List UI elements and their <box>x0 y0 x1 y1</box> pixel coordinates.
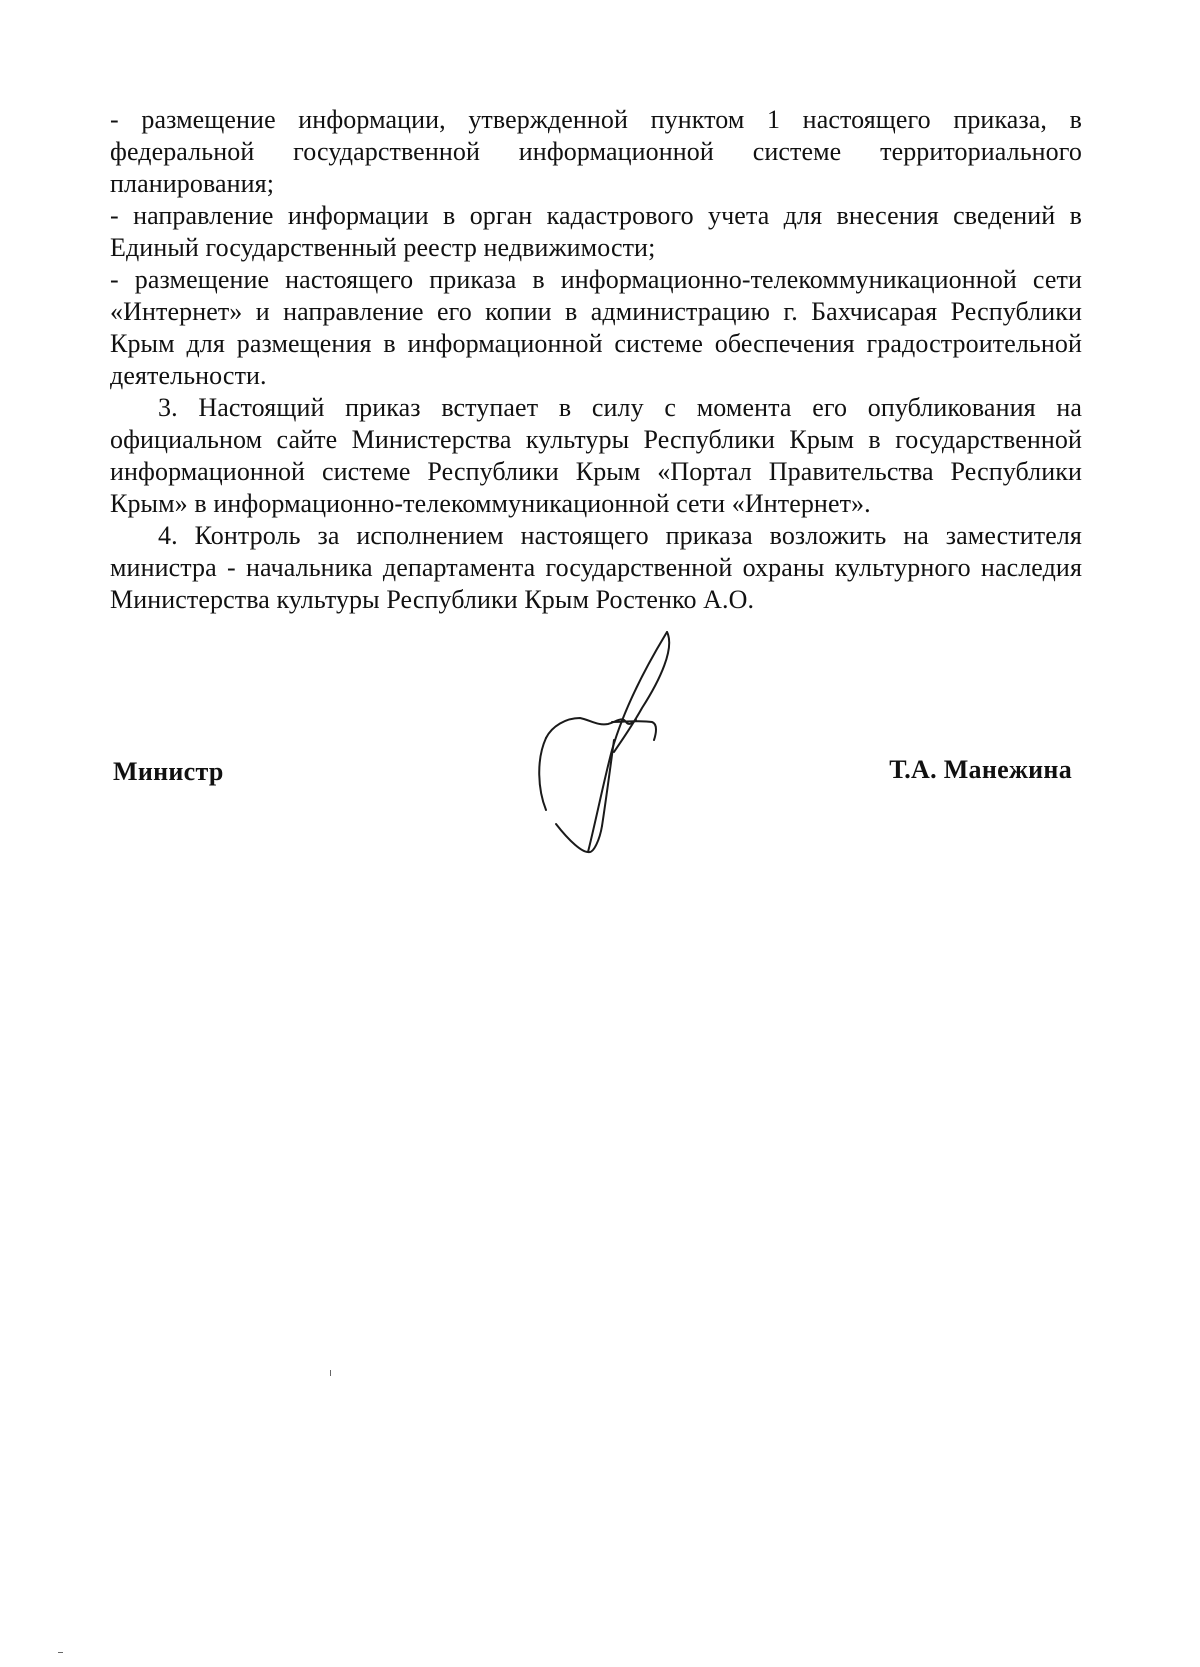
scan-speck <box>58 1652 63 1653</box>
paragraph-item-4-control: 4. Контроль за исполнением настоящего приказа возложить на заместителя министра - начальника департамента государственной охраны культурного наследия Министерства культуры Республики Крым Ростенко А.О. <box>110 521 1082 614</box>
document-body <box>110 104 1082 616</box>
paragraph-posting-federal-system: - размещение информации, утвержденной пунктом 1 настоящего приказа, в федеральной государственной информационной системе территориального планирования; <box>110 105 1082 198</box>
signatory-title: Министр <box>113 757 224 786</box>
paragraph-internet-publication: - размещение настоящего приказа в информационно-телекоммуникационной сети «Интернет» и направление его копии в администрацию г. Бахчисарая Республики Крым для размещения в информационной системе обеспечения градостроительной деятельности. <box>110 265 1082 390</box>
paragraph-item-3-effective-date: 3. Настоящий приказ вступает в силу с момента его опубликования на официальном сайте Министерства культуры Республики Крым в государственной информационной системе Республики Крым «Портал Правительства Республики Крым» в информационно-телекоммуникационной сети «Интернет». <box>110 393 1082 518</box>
handwritten-signature <box>530 630 710 875</box>
scan-speck <box>330 1370 331 1376</box>
signatory-name: Т.А. Манежина <box>889 755 1072 784</box>
paragraph-cadastral-registration: - направление информации в орган кадастрового учета для внесения сведений в Единый государственный реестр недвижимости; <box>110 201 1082 262</box>
